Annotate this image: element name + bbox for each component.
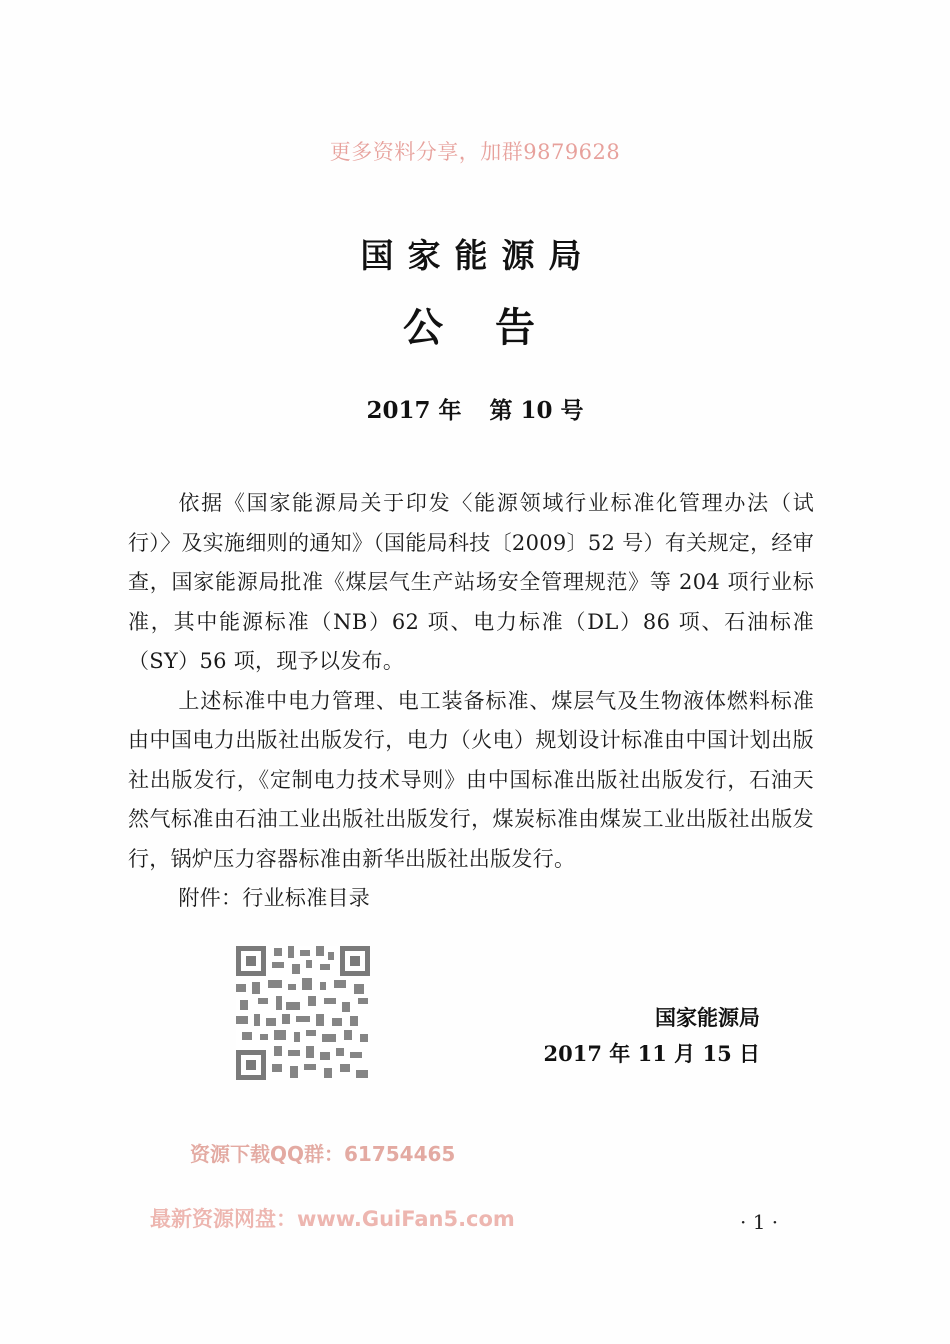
announcement-body bbox=[128, 484, 814, 919]
website-watermark: 最新资源网盘：www.GuiFan5.com bbox=[150, 1207, 515, 1231]
signature-date: 2017 年 11 月 15 日 bbox=[543, 1041, 760, 1066]
qq-group-watermark: 资源下载QQ群：61754465 bbox=[190, 1142, 456, 1166]
issue-number: 第 10 号 bbox=[489, 397, 584, 424]
signature-org: 国家能源局 bbox=[655, 1005, 760, 1030]
body-paragraph: 依据《国家能源局关于印发〈能源领域行业标准化管理办法（试行）〉及实施细则的通知》（国能局科技〔2009〕52 号）有关规定，经审查，国家能源局批准《煤层气生产站场安全管理规范》等 204 项行业标准，其中能源标准（NB）62 项、电力标准（DL）86 项、石油标准（SY）56 项，现予以发布。 bbox=[128, 491, 814, 673]
document-type-title: 公告 bbox=[403, 305, 587, 351]
body-paragraph: 上述标准中电力管理、电工装备标准、煤层气及生物液体燃料标准由中国电力出版社出版发行，电力（火电）规划设计标准由中国计划出版社出版发行，《定制电力技术导则》由中国标准出版社出版发行，石油天然气标准由石油工业出版社出版发行，煤炭标准由煤炭工业出版社出版发行，锅炉压力容器标准由新华出版社出版发行。 bbox=[128, 688, 814, 871]
qr-code-image bbox=[236, 946, 370, 1080]
signature-block bbox=[544, 1000, 760, 1072]
attachment-line: 附件：行业标准目录 bbox=[178, 886, 371, 910]
page-number: · 1 · bbox=[740, 1210, 779, 1234]
issue-number-line bbox=[0, 392, 950, 425]
share-group-watermark: 更多资料分享，加群9879628 bbox=[329, 140, 621, 164]
issuing-agency-title: 国家能源局 bbox=[360, 236, 596, 275]
issue-year: 2017 年 bbox=[366, 397, 462, 424]
